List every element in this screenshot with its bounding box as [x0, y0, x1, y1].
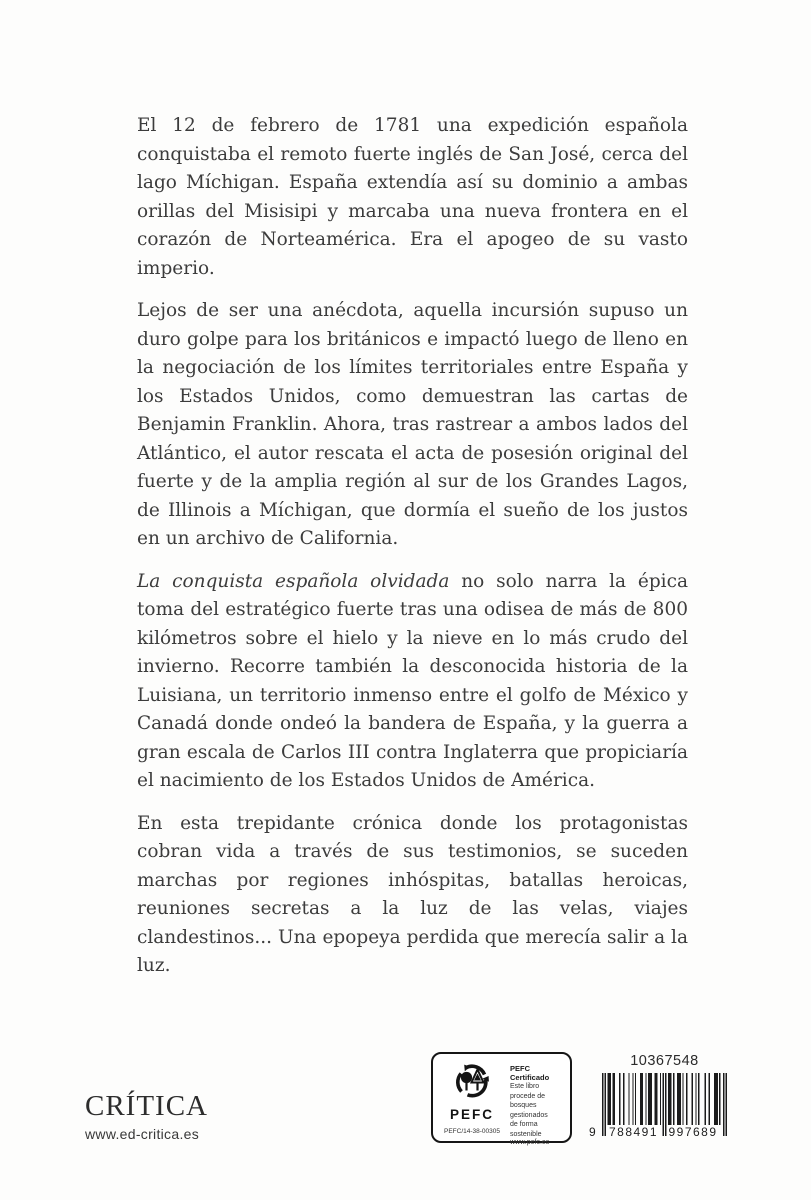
isbn-barcode [589, 1053, 727, 1139]
pefc-trees-icon [452, 1062, 492, 1102]
pefc-description-line: bosques gestionados [510, 1102, 548, 1119]
synopsis-paragraph-3-text: no solo narra la épica toma del estratégico fuerte tras una odisea de más de 800 kilómetros sobre el hielo y la nieve en lo más crudo del invierno. Recorre también la desconocida historia de la Luisiana, un territorio inmenso entre el golfo de México y Canadá donde ondeó la bandera de España, y la guerra a gran escala de Carlos III contra Inglaterra que propiciaría el nacimiento de los Estados Unidos de América. [137, 570, 688, 791]
pefc-description [510, 1082, 562, 1139]
pefc-logo-text: PEFC [449, 1107, 494, 1122]
isbn-digit-lead: 9 [589, 1125, 596, 1139]
publisher-block [85, 1091, 208, 1142]
pefc-website: www.pefc.es [510, 1139, 550, 1146]
pefc-cert-number: PEFC/14-38-00305 [443, 1128, 500, 1135]
pefc-description-line: de forma sostenible [510, 1121, 542, 1138]
pefc-description-line: Este libro procede de [510, 1083, 546, 1100]
publisher-website: www.ed-critica.es [85, 1126, 200, 1142]
pefc-right-column [502, 1060, 562, 1146]
pefc-certification-label [431, 1052, 572, 1146]
synopsis [137, 112, 688, 995]
isbn-digits-right: 997689 [668, 1125, 718, 1139]
pefc-title: PEFC Certificado [510, 1064, 550, 1082]
barcode-digits [589, 1125, 727, 1140]
book-title-italic: La conquista española olvidada [137, 570, 450, 592]
synopsis-paragraph-1: El 12 de febrero de 1781 una expedición española conquistaba el remoto fuerte inglés de San José, cerca del lago Míchigan. España extendía así su dominio a ambas orillas del Misisipi y marcaba una nueva frontera en el corazón de Norteamérica. Era el apogeo de su vasto imperio. [137, 115, 688, 279]
isbn-digits-left: 788491 [608, 1125, 659, 1139]
pefc-left-column [442, 1060, 502, 1135]
synopsis-paragraph-3 [137, 568, 688, 796]
barcode-top-number: 10367548 [630, 1053, 699, 1069]
synopsis-paragraph-4: En esta trepidante crónica donde los protagonistas cobran vida a través de sus testimonios, se suceden marchas por regiones inhóspitas, batallas heroicas, reuniones secretas a la luz de las velas, viajes clandestinos... Una epopeya perdida que merecía salir a la luz. [137, 812, 688, 976]
publisher-logo: CRÍTICA [85, 1090, 208, 1122]
synopsis-paragraph-2: Lejos de ser una anécdota, aquella incursión supuso un duro golpe para los británicos e impactó luego de lleno en la negociación de los límites territoriales entre España y los Estados Unidos, como demuestran las cartas de Benjamin Franklin. Ahora, tras rastrear a ambos lados del Atlántico, el autor rescata el acta de posesión original del fuerte y de la amplia región al sur de los Grandes Lagos, de Illinois a Míchigan, que dormía el sueño de los justos en un archivo de California. [137, 300, 688, 549]
